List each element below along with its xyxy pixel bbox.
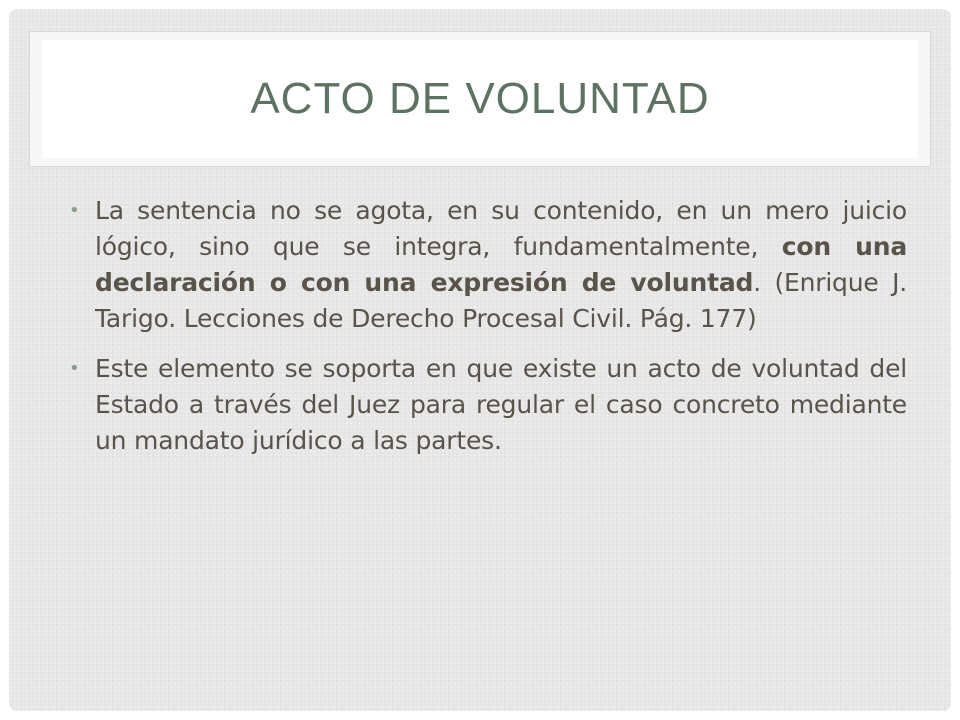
bullet-item (65, 351, 907, 459)
slide-title: ACTO DE VOLUNTAD (250, 74, 710, 123)
bullet-list (65, 193, 907, 473)
bullet-icon: • (69, 200, 80, 221)
bullet-item (65, 193, 907, 337)
slide (9, 9, 951, 711)
title-frame (29, 31, 931, 167)
bullet-text-bold: con una declaración o con una expresión de voluntad (95, 232, 908, 297)
bullet-text-start: La sentencia no se agota, en su contenido, en un mero juicio lógico, sino que se integra, fundamentalmente, (95, 196, 907, 261)
bullet-text-citation: . (Enrique J. Tarigo. Lecciones de Derecho Procesal Civil. Pág. 177) (95, 268, 907, 333)
bullet-icon: • (69, 358, 80, 379)
title-box (42, 40, 918, 158)
bullet-text: Este elemento se soporta en que existe un acto de voluntad del Estado a través del Juez para regular el caso concreto mediante un mandato jurídico a las partes. (95, 354, 907, 455)
